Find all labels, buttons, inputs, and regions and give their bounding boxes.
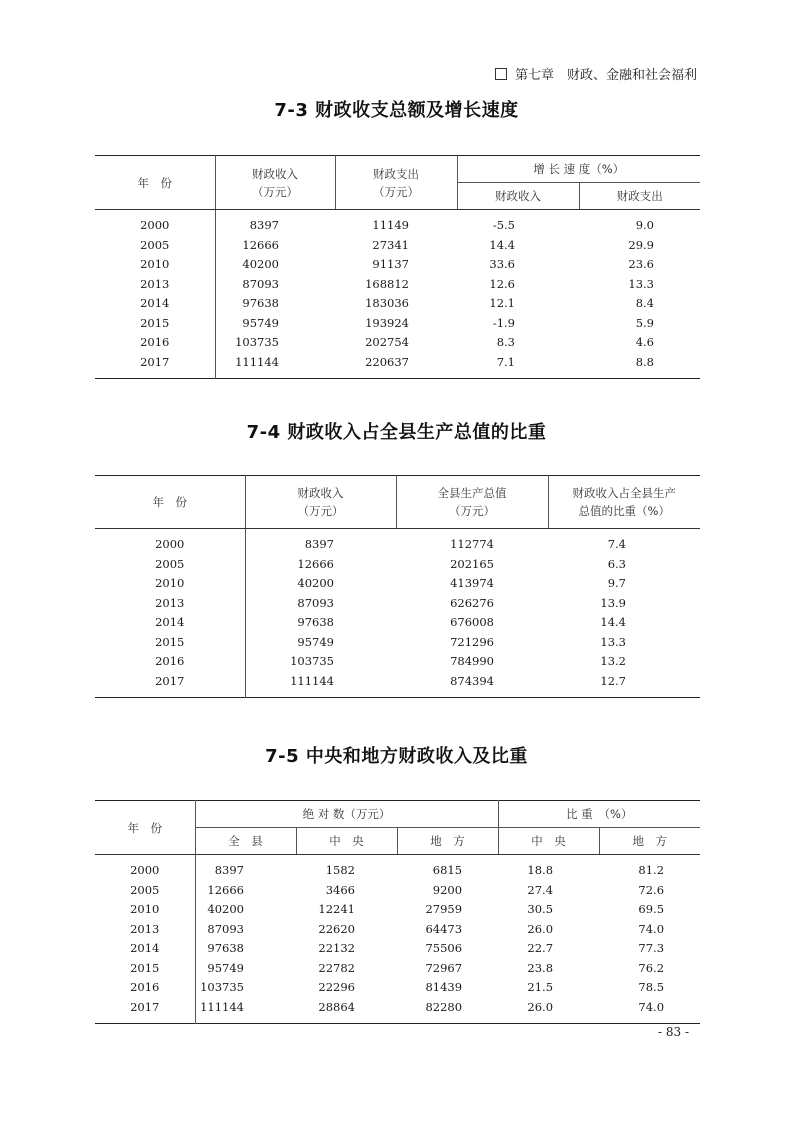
year-cell: 2016 [95, 978, 195, 998]
value-cell: 26.0 [527, 999, 554, 1014]
value-cell: 220637 [365, 354, 409, 369]
header-year: 年 份 [95, 801, 195, 855]
table-fiscal-revenue-expenditure [95, 155, 700, 379]
value-cell: 33.6 [489, 257, 515, 271]
year-cell: 2005 [95, 236, 215, 256]
year-cell: 2017 [95, 998, 195, 1018]
value-cell: 103735 [200, 980, 244, 994]
value-cell: 168812 [365, 276, 409, 291]
spacer-cell [579, 372, 700, 379]
table-row [95, 652, 700, 672]
value-cell: 112774 [450, 537, 494, 551]
header-gdp [396, 476, 548, 529]
value-cell: 202165 [450, 556, 494, 571]
spacer-cell [397, 1017, 498, 1024]
value-cell: 28864 [318, 999, 355, 1014]
value-cell: 7.1 [496, 354, 515, 369]
table-row [95, 216, 700, 236]
value-cell: 22132 [318, 941, 355, 955]
table-row [95, 672, 700, 692]
table-revenue-gdp-ratio [95, 475, 700, 698]
value-cell: 87093 [242, 276, 279, 291]
value-cell: 13.2 [600, 654, 626, 668]
table-row [95, 236, 700, 256]
value-cell: 784990 [450, 654, 494, 668]
year-cell: 2015 [95, 959, 195, 979]
year-cell: 2010 [95, 900, 195, 920]
table-row [95, 353, 700, 373]
value-cell: 12241 [318, 902, 355, 916]
header-ratio [548, 476, 700, 529]
spacer-cell [335, 372, 457, 379]
value-cell: 87093 [207, 921, 244, 936]
table-row [95, 861, 700, 881]
year-cell: 2016 [95, 652, 245, 672]
value-cell: 78.5 [638, 980, 665, 994]
value-cell: 95749 [207, 960, 244, 975]
value-cell: 6.3 [607, 556, 626, 571]
table-central-local-revenue [95, 800, 700, 1024]
value-cell: 8397 [304, 537, 334, 551]
table3-title: 7-5 中央和地方财政收入及比重 [265, 746, 528, 767]
year-cell: 2013 [95, 594, 245, 614]
value-cell: 11149 [372, 218, 409, 232]
spacer-cell [498, 1017, 599, 1024]
year-cell: 2016 [95, 333, 215, 353]
spacer-cell [396, 691, 548, 698]
value-cell: 12666 [207, 882, 244, 897]
value-cell: -1.9 [492, 315, 515, 330]
value-cell: 29.9 [628, 237, 654, 252]
value-cell: 74.0 [638, 921, 665, 936]
value-cell: 111144 [290, 673, 334, 688]
year-cell: 2014 [95, 939, 195, 959]
year-cell: 2013 [95, 275, 215, 295]
header-growth-expenditure: 财政支出 [579, 183, 700, 210]
value-cell: 202754 [365, 335, 409, 349]
spacer-cell [195, 1017, 296, 1024]
value-cell: 82280 [425, 999, 463, 1014]
table-row [95, 294, 700, 314]
spacer-cell [296, 1017, 397, 1024]
value-cell: 76.2 [638, 960, 665, 975]
table-row [95, 594, 700, 614]
header-ratio-central: 中 央 [498, 828, 599, 855]
table1-body [95, 210, 700, 379]
header-ratio-line1: 财政收入占全县生产 [572, 486, 676, 500]
table-row [95, 574, 700, 594]
chapter-title: 第七章 财政、金融和社会福利 [514, 68, 697, 83]
header-revenue [245, 476, 396, 529]
value-cell: 18.8 [527, 863, 554, 877]
value-cell: 95749 [242, 315, 279, 330]
table2-body [95, 529, 700, 698]
table-row [95, 881, 700, 901]
table-row [95, 900, 700, 920]
spacer-row [95, 372, 700, 379]
header-revenue-unit: （万元） [252, 184, 298, 199]
spacer-cell [215, 372, 335, 379]
spacer-row [95, 691, 700, 698]
table-row [95, 920, 700, 940]
header-local: 地 方 [397, 828, 498, 855]
value-cell: 21.5 [527, 980, 554, 994]
value-cell: 91137 [372, 257, 409, 271]
year-cell: 2005 [95, 555, 245, 575]
header-growth: 增 长 速 度（%） [457, 156, 700, 183]
table-row [95, 939, 700, 959]
value-cell: 626276 [450, 595, 494, 610]
header-central: 中 央 [296, 828, 397, 855]
header-ratio-line2: 总值的比重（%） [578, 504, 670, 518]
year-cell: 2013 [95, 920, 195, 940]
value-cell: 111144 [235, 354, 279, 369]
year-cell: 2005 [95, 881, 195, 901]
value-cell: 97638 [207, 941, 244, 955]
value-cell: 6815 [432, 863, 463, 877]
spacer-cell [457, 372, 579, 379]
year-cell: 2014 [95, 294, 215, 314]
year-cell: 2010 [95, 255, 215, 275]
value-cell: 676008 [450, 615, 494, 629]
value-cell: 3466 [325, 882, 355, 897]
value-cell: 874394 [450, 673, 494, 688]
value-cell: 69.5 [638, 902, 665, 916]
header-expenditure-unit: （万元） [373, 184, 419, 199]
table-row [95, 959, 700, 979]
value-cell: 40200 [297, 576, 334, 590]
header-absolute: 绝 对 数（万元） [195, 801, 498, 828]
year-cell: 2017 [95, 353, 215, 373]
header-year: 年 份 [95, 476, 245, 529]
value-cell: 23.6 [628, 257, 654, 271]
value-cell: 81439 [425, 980, 463, 994]
value-cell: 7.4 [607, 537, 626, 551]
header-ratio-local: 地 方 [599, 828, 700, 855]
value-cell: 64473 [425, 921, 463, 936]
value-cell: 26.0 [527, 921, 554, 936]
chapter-header [495, 64, 697, 83]
value-cell: 9200 [432, 882, 463, 897]
table-row [95, 613, 700, 633]
value-cell: 40200 [207, 902, 244, 916]
value-cell: 87093 [297, 595, 334, 610]
header-revenue-label: 财政收入 [297, 486, 344, 500]
value-cell: 5.9 [635, 315, 654, 330]
spacer-cell [95, 372, 215, 379]
value-cell: 12666 [242, 237, 279, 252]
value-cell: 103735 [235, 335, 279, 349]
value-cell: 23.8 [527, 960, 554, 975]
year-cell: 2000 [95, 861, 195, 881]
table-row [95, 333, 700, 353]
header-expenditure [335, 156, 457, 210]
value-cell: 22782 [318, 960, 355, 975]
value-cell: 413974 [450, 576, 494, 590]
year-cell: 2000 [95, 535, 245, 555]
header-revenue-unit: （万元） [297, 504, 344, 518]
header-revenue-label: 财政收入 [252, 166, 298, 181]
value-cell: 74.0 [638, 999, 665, 1014]
value-cell: -5.5 [492, 218, 515, 232]
table-row [95, 978, 700, 998]
table1-title: 7-3 财政收支总额及增长速度 [274, 100, 519, 121]
value-cell: 13.3 [628, 276, 654, 291]
table2-title: 7-4 财政收入占全县生产总值的比重 [246, 422, 547, 443]
value-cell: 22.7 [527, 941, 554, 955]
table3-body [95, 855, 700, 1024]
header-year: 年 份 [95, 156, 215, 210]
table-row [95, 255, 700, 275]
value-cell: 9.0 [635, 218, 654, 232]
value-cell: 4.6 [635, 335, 654, 349]
value-cell: 27959 [425, 902, 463, 916]
value-cell: 8397 [214, 863, 244, 877]
spacer-cell [548, 691, 700, 698]
spacer-cell [95, 1017, 195, 1024]
value-cell: 721296 [450, 634, 494, 649]
table-row [95, 275, 700, 295]
value-cell: 14.4 [489, 237, 515, 252]
year-cell: 2000 [95, 216, 215, 236]
table-row [95, 314, 700, 334]
value-cell: 27341 [372, 237, 409, 252]
value-cell: 77.3 [638, 941, 665, 955]
spacer-cell [599, 1017, 700, 1024]
spacer-cell [245, 691, 396, 698]
value-cell: 12.6 [489, 276, 515, 291]
value-cell: 97638 [297, 615, 334, 629]
value-cell: 14.4 [600, 615, 626, 629]
year-cell: 2015 [95, 633, 245, 653]
value-cell: 9.7 [607, 576, 626, 590]
value-cell: 183036 [365, 296, 409, 310]
header-revenue [215, 156, 335, 210]
value-cell: 193924 [365, 315, 409, 330]
header-gdp-unit: （万元） [449, 504, 495, 518]
value-cell: 81.2 [638, 863, 665, 877]
square-icon [495, 68, 507, 80]
table-row [95, 535, 700, 555]
header-gdp-label: 全县生产总值 [437, 486, 507, 500]
value-cell: 40200 [242, 257, 279, 271]
value-cell: 12666 [297, 556, 334, 571]
value-cell: 13.9 [600, 595, 626, 610]
value-cell: 72.6 [638, 882, 665, 897]
spacer-cell [95, 691, 245, 698]
value-cell: 22620 [318, 921, 355, 936]
value-cell: 8397 [249, 218, 279, 232]
year-cell: 2017 [95, 672, 245, 692]
value-cell: 75506 [425, 941, 463, 955]
table-row [95, 555, 700, 575]
value-cell: 1582 [325, 863, 355, 877]
table-row [95, 998, 700, 1018]
value-cell: 30.5 [527, 902, 554, 916]
value-cell: 12.1 [489, 296, 515, 310]
header-ratio: 比 重 （%） [498, 801, 700, 828]
value-cell: 72967 [425, 960, 463, 975]
header-county: 全 县 [195, 828, 296, 855]
spacer-row [95, 1017, 700, 1024]
value-cell: 111144 [200, 999, 244, 1014]
year-cell: 2014 [95, 613, 245, 633]
value-cell: 12.7 [600, 673, 626, 688]
header-expenditure-label: 财政支出 [373, 166, 419, 181]
page-number: - 83 - [657, 1025, 689, 1039]
value-cell: 27.4 [527, 882, 554, 897]
year-cell: 2010 [95, 574, 245, 594]
value-cell: 8.3 [496, 335, 515, 349]
value-cell: 97638 [242, 296, 279, 310]
value-cell: 95749 [297, 634, 334, 649]
value-cell: 8.4 [635, 296, 654, 310]
value-cell: 13.3 [600, 634, 626, 649]
value-cell: 103735 [290, 654, 334, 668]
header-growth-revenue: 财政收入 [457, 183, 579, 210]
value-cell: 22296 [318, 980, 355, 994]
value-cell: 8.8 [635, 354, 654, 369]
table-row [95, 633, 700, 653]
year-cell: 2015 [95, 314, 215, 334]
